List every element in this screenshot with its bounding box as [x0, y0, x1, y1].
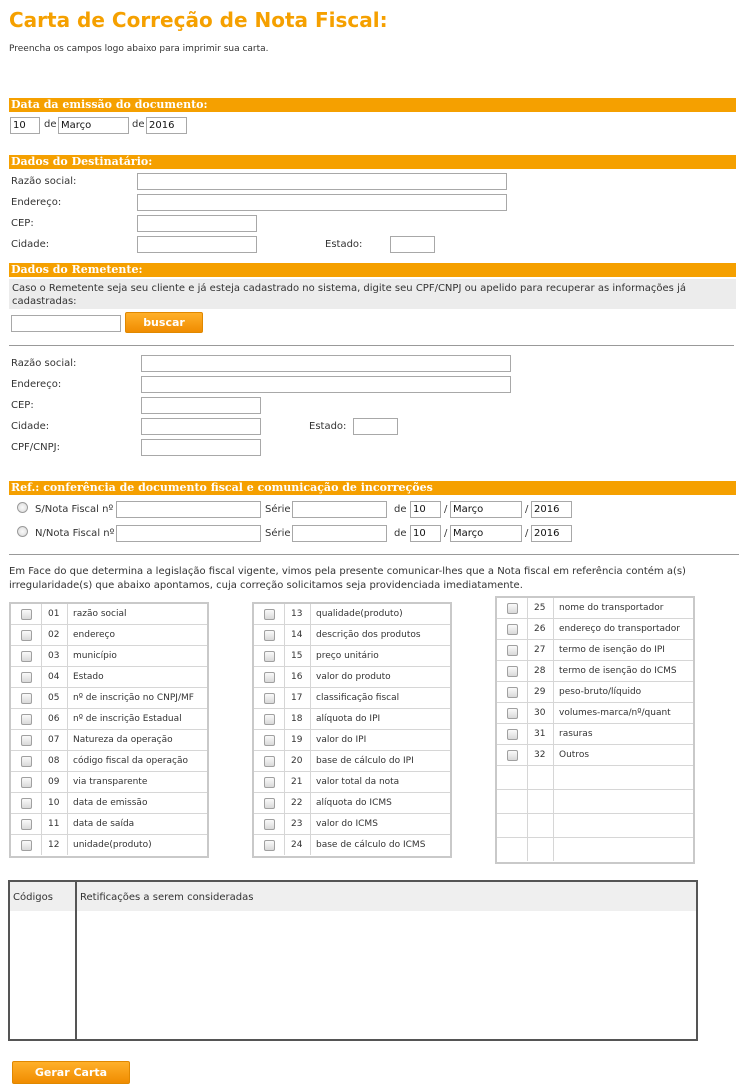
- ref-row1-de-label: de: [394, 504, 407, 515]
- checklist-row: [254, 793, 450, 814]
- item-label: via transparente: [73, 777, 148, 787]
- checklist-row: [497, 619, 693, 640]
- divider: [9, 345, 734, 346]
- checkbox-cell: [254, 814, 285, 834]
- empty-cell: [497, 838, 528, 861]
- checklist-row: [11, 730, 207, 751]
- checkbox-cell: [254, 646, 285, 666]
- item-code: 02: [42, 625, 68, 645]
- item-label: nome do transportador: [559, 603, 664, 613]
- checkbox[interactable]: [21, 735, 32, 746]
- checkbox[interactable]: [264, 798, 275, 809]
- checklist-row: [11, 751, 207, 772]
- dest-endereco-label: Endereço:: [11, 197, 62, 208]
- empty-cell: [497, 790, 528, 813]
- checkbox[interactable]: [264, 735, 275, 746]
- item-label: base de cálculo do IPI: [316, 756, 414, 766]
- item-label: descrição dos produtos: [316, 630, 421, 640]
- item-code: 04: [42, 667, 68, 687]
- item-label: código fiscal da operação: [73, 756, 188, 766]
- checkbox[interactable]: [507, 729, 518, 740]
- item-code: 12: [42, 835, 68, 855]
- empty-cell: [497, 766, 528, 789]
- item-code: 05: [42, 688, 68, 708]
- radio-n-nota-fiscal[interactable]: [17, 526, 28, 537]
- checklist-row: [254, 604, 450, 625]
- checkbox[interactable]: [21, 714, 32, 725]
- rem-cidade-input[interactable]: [141, 418, 261, 435]
- codes-column-header: Códigos: [13, 892, 53, 903]
- item-code: 24: [285, 835, 311, 855]
- item-code: 18: [285, 709, 311, 729]
- checkbox-cell: [11, 604, 42, 624]
- checklist-row: [254, 646, 450, 667]
- checklist-row: [497, 682, 693, 703]
- codes-table-divider: [75, 882, 77, 1039]
- checkbox[interactable]: [507, 708, 518, 719]
- checkbox[interactable]: [21, 777, 32, 788]
- item-label: data de emissão: [73, 798, 148, 808]
- checklist-row: [497, 640, 693, 661]
- item-code: 30: [528, 703, 554, 723]
- checkbox-cell: [254, 772, 285, 792]
- ref-row1-month-input[interactable]: Março: [450, 501, 522, 518]
- item-code: 11: [42, 814, 68, 834]
- dest-cep-input[interactable]: [137, 215, 257, 232]
- checklist-row: [11, 814, 207, 835]
- radio-s-nota-fiscal[interactable]: [17, 502, 28, 513]
- empty-cell: [528, 814, 554, 837]
- item-label: alíquota do IPI: [316, 714, 381, 724]
- checkbox-cell: [254, 730, 285, 750]
- item-code: 03: [42, 646, 68, 666]
- item-code: 22: [285, 793, 311, 813]
- item-label: razão social: [73, 609, 127, 619]
- checkbox-cell: [254, 709, 285, 729]
- item-code: 06: [42, 709, 68, 729]
- checkbox[interactable]: [21, 819, 32, 830]
- rem-razao-label: Razão social:: [11, 358, 77, 369]
- checkbox-cell: [11, 814, 42, 834]
- checklist-row: [11, 646, 207, 667]
- item-label: peso-bruto/líquido: [559, 687, 642, 697]
- checklist-row: [254, 814, 450, 835]
- ref-row1-day-input[interactable]: 10: [410, 501, 441, 518]
- item-code: 32: [528, 745, 554, 765]
- ref-row1-label: S/Nota Fiscal nº: [35, 504, 114, 515]
- dest-endereco-input[interactable]: [137, 194, 507, 211]
- checklist-row: [11, 835, 207, 856]
- empty-cell: [554, 790, 693, 813]
- rem-cpf-input[interactable]: [141, 439, 261, 456]
- checkbox[interactable]: [507, 687, 518, 698]
- item-label: rasuras: [559, 729, 593, 739]
- ref-row2-year-input[interactable]: 2016: [531, 525, 572, 542]
- checklist-row: [11, 793, 207, 814]
- ref-row1-serie-input[interactable]: [292, 501, 387, 518]
- ref-row2-serie-input[interactable]: [292, 525, 387, 542]
- rem-razao-input[interactable]: [141, 355, 511, 372]
- checkbox-cell: [254, 835, 285, 855]
- item-code: 13: [285, 604, 311, 624]
- checkbox[interactable]: [21, 630, 32, 641]
- checklist-row: [11, 772, 207, 793]
- item-label: unidade(produto): [73, 840, 152, 850]
- rem-endereco-label: Endereço:: [11, 379, 62, 390]
- checklist-row: [254, 835, 450, 856]
- checkbox[interactable]: [507, 603, 518, 614]
- item-code: 16: [285, 667, 311, 687]
- checkbox-cell: [497, 682, 528, 702]
- checkbox-cell: [11, 688, 42, 708]
- checkbox-cell: [11, 625, 42, 645]
- item-label: nº de inscrição Estadual: [73, 714, 182, 724]
- item-code: 19: [285, 730, 311, 750]
- item-label: endereço do transportador: [559, 624, 680, 634]
- empty-cell: [554, 814, 693, 837]
- checkbox[interactable]: [21, 609, 32, 620]
- checklist-row: [254, 625, 450, 646]
- item-label: endereço: [73, 630, 115, 640]
- dest-cep-label: CEP:: [11, 218, 34, 229]
- checkbox-cell: [11, 730, 42, 750]
- dest-razao-input[interactable]: [137, 173, 507, 190]
- item-label: termo de isenção do IPI: [559, 645, 665, 655]
- item-code: 01: [42, 604, 68, 624]
- item-label: Estado: [73, 672, 104, 682]
- emissao-month-input[interactable]: Março: [58, 117, 129, 134]
- checklist-row-empty: [497, 814, 693, 838]
- section-destinatario-header: Dados do Destinatário:: [9, 155, 736, 169]
- checkbox-cell: [254, 751, 285, 771]
- rem-estado-label: Estado:: [309, 421, 347, 432]
- item-code: 28: [528, 661, 554, 681]
- checkbox-cell: [11, 835, 42, 855]
- ref-row1-slash: /: [444, 504, 448, 515]
- item-code: 29: [528, 682, 554, 702]
- checkbox-cell: [11, 751, 42, 771]
- rem-cep-input[interactable]: [141, 397, 261, 414]
- checklist-row: [11, 688, 207, 709]
- dest-cidade-label: Cidade:: [11, 239, 50, 250]
- checklist-row: [254, 688, 450, 709]
- item-label: volumes-marca/nº/quant: [559, 708, 671, 718]
- checklist-row: [11, 667, 207, 688]
- checkbox[interactable]: [264, 756, 275, 767]
- item-code: 08: [42, 751, 68, 771]
- item-code: 17: [285, 688, 311, 708]
- codes-table: [8, 880, 698, 1041]
- checklist-column-3: [495, 596, 695, 864]
- checkbox[interactable]: [21, 651, 32, 662]
- ref-row2-slash: /: [444, 528, 448, 539]
- search-button[interactable]: buscar: [125, 312, 203, 333]
- checkbox-cell: [497, 619, 528, 639]
- item-label: valor do ICMS: [316, 819, 378, 829]
- empty-cell: [554, 766, 693, 789]
- checklist-column-1: [9, 602, 209, 858]
- ref-row2-serie-label: Série: [265, 528, 291, 539]
- checkbox[interactable]: [21, 693, 32, 704]
- ref-row1-slash-2: /: [525, 504, 529, 515]
- checkbox-cell: [497, 661, 528, 681]
- checklist-row-empty: [497, 790, 693, 814]
- checkbox-cell: [254, 688, 285, 708]
- checkbox-cell: [11, 793, 42, 813]
- item-code: 10: [42, 793, 68, 813]
- checkbox[interactable]: [21, 840, 32, 851]
- checkbox-cell: [254, 604, 285, 624]
- item-label: valor do produto: [316, 672, 391, 682]
- item-label: data de saída: [73, 819, 135, 829]
- checkbox[interactable]: [507, 666, 518, 677]
- checklist-row: [254, 667, 450, 688]
- item-code: 23: [285, 814, 311, 834]
- item-label: qualidade(produto): [316, 609, 403, 619]
- page-intro: Preencha os campos logo abaixo para imprimir sua carta.: [9, 44, 269, 54]
- item-code: 14: [285, 625, 311, 645]
- item-label: valor total da nota: [316, 777, 400, 787]
- checklist-row-empty: [497, 838, 693, 862]
- checklist-row: [11, 604, 207, 625]
- item-code: 21: [285, 772, 311, 792]
- rem-estado-input[interactable]: [353, 418, 398, 435]
- item-code: 15: [285, 646, 311, 666]
- checkbox-cell: [11, 772, 42, 792]
- checkbox[interactable]: [264, 630, 275, 641]
- dest-estado-input[interactable]: [390, 236, 435, 253]
- divider: [9, 554, 739, 555]
- checkbox-cell: [254, 793, 285, 813]
- item-code: 27: [528, 640, 554, 660]
- checkbox[interactable]: [21, 672, 32, 683]
- checklist-row: [497, 724, 693, 745]
- dest-razao-label: Razão social:: [11, 176, 77, 187]
- checkbox-cell: [497, 640, 528, 660]
- page-title: Carta de Correção de Nota Fiscal:: [9, 8, 388, 32]
- generate-letter-button[interactable]: Gerar Carta: [12, 1061, 130, 1084]
- checklist-row: [11, 709, 207, 730]
- item-code: 20: [285, 751, 311, 771]
- ref-row2-number-input[interactable]: [116, 525, 261, 542]
- checkbox-cell: [11, 646, 42, 666]
- checkbox-cell: [11, 667, 42, 687]
- item-code: 25: [528, 598, 554, 618]
- emissao-de-label-2: de: [132, 119, 145, 130]
- checkbox[interactable]: [264, 672, 275, 683]
- empty-cell: [528, 838, 554, 861]
- ref-row2-slash-2: /: [525, 528, 529, 539]
- ref-row2-day-input[interactable]: 10: [410, 525, 441, 542]
- checklist-row: [254, 751, 450, 772]
- checkbox[interactable]: [21, 756, 32, 767]
- item-label: base de cálculo do ICMS: [316, 840, 426, 850]
- emissao-year-input[interactable]: 2016: [146, 117, 187, 134]
- checkbox[interactable]: [507, 645, 518, 656]
- item-code: 31: [528, 724, 554, 744]
- remetente-hint: Caso o Remetente seja seu cliente e já esteja cadastrado no sistema, digite seu CPF/CNPJ ou apelido para recuperar as informações já cadastradas:: [9, 279, 736, 309]
- dest-cidade-input[interactable]: [137, 236, 257, 253]
- checkbox[interactable]: [264, 714, 275, 725]
- checklist-row: [497, 661, 693, 682]
- item-label: município: [73, 651, 117, 661]
- checklist-row: [497, 745, 693, 766]
- checkbox[interactable]: [264, 651, 275, 662]
- dest-estado-label: Estado:: [325, 239, 363, 250]
- checklist-column-2: [252, 602, 452, 858]
- section-remetente-header: Dados do Remetente:: [9, 263, 736, 277]
- item-label: alíquota do ICMS: [316, 798, 392, 808]
- checklist-row: [11, 625, 207, 646]
- checkbox[interactable]: [507, 750, 518, 761]
- ref-row1-number-input[interactable]: [116, 501, 261, 518]
- checkbox-cell: [497, 703, 528, 723]
- checkbox[interactable]: [264, 693, 275, 704]
- emissao-de-label: de: [44, 119, 57, 130]
- checkbox[interactable]: [264, 609, 275, 620]
- item-label: valor do IPI: [316, 735, 367, 745]
- item-code: 09: [42, 772, 68, 792]
- ref-row2-de-label: de: [394, 528, 407, 539]
- checkbox-cell: [11, 709, 42, 729]
- checkbox-cell: [497, 724, 528, 744]
- empty-cell: [528, 790, 554, 813]
- checklist-row: [254, 730, 450, 751]
- section-emissao-header: Data da emissão do documento:: [9, 98, 736, 112]
- checkbox[interactable]: [264, 819, 275, 830]
- ref-row1-year-input[interactable]: 2016: [531, 501, 572, 518]
- checkbox[interactable]: [264, 777, 275, 788]
- checklist-row: [254, 772, 450, 793]
- item-code: 07: [42, 730, 68, 750]
- checkbox[interactable]: [21, 798, 32, 809]
- ref-row1-serie-label: Série: [265, 504, 291, 515]
- checkbox[interactable]: [507, 624, 518, 635]
- remetente-search-input[interactable]: [11, 315, 121, 332]
- item-label: nº de inscrição no CNPJ/MF: [73, 693, 194, 703]
- section-referencia-header: Ref.: conferência de documento fiscal e comunicação de incorreções: [9, 481, 736, 495]
- empty-cell: [554, 838, 693, 861]
- corrections-column-header: Retificações a serem consideradas: [80, 892, 254, 903]
- checklist-row: [497, 598, 693, 619]
- checkbox-cell: [254, 667, 285, 687]
- checkbox-cell: [254, 625, 285, 645]
- ref-row2-label: N/Nota Fiscal nº: [35, 528, 115, 539]
- checklist-row: [497, 703, 693, 724]
- item-label: Outros: [559, 750, 590, 760]
- item-label: classificação fiscal: [316, 693, 400, 703]
- legal-text: Em Face do que determina a legislação fiscal vigente, vimos pela presente comunicar-lhes que a Nota fiscal em referência contém a(s) irregularidade(s) que abaixo apontamos, cuja correção solicitamos seja providenciada imediatamente.: [9, 566, 686, 591]
- rem-endereco-input[interactable]: [141, 376, 511, 393]
- emissao-day-input[interactable]: 10: [10, 117, 40, 134]
- checkbox-cell: [497, 598, 528, 618]
- rem-cidade-label: Cidade:: [11, 421, 50, 432]
- ref-row2-month-input[interactable]: Março: [450, 525, 522, 542]
- item-label: preço unitário: [316, 651, 379, 661]
- item-code: 26: [528, 619, 554, 639]
- rem-cpf-label: CPF/CNPJ:: [11, 442, 60, 453]
- item-label: termo de isenção do ICMS: [559, 666, 677, 676]
- item-label: Natureza da operação: [73, 735, 173, 745]
- checklist-row: [254, 709, 450, 730]
- rem-cep-label: CEP:: [11, 400, 34, 411]
- empty-cell: [497, 814, 528, 837]
- empty-cell: [528, 766, 554, 789]
- checkbox[interactable]: [264, 840, 275, 851]
- checklist-row-empty: [497, 766, 693, 790]
- checkbox-cell: [497, 745, 528, 765]
